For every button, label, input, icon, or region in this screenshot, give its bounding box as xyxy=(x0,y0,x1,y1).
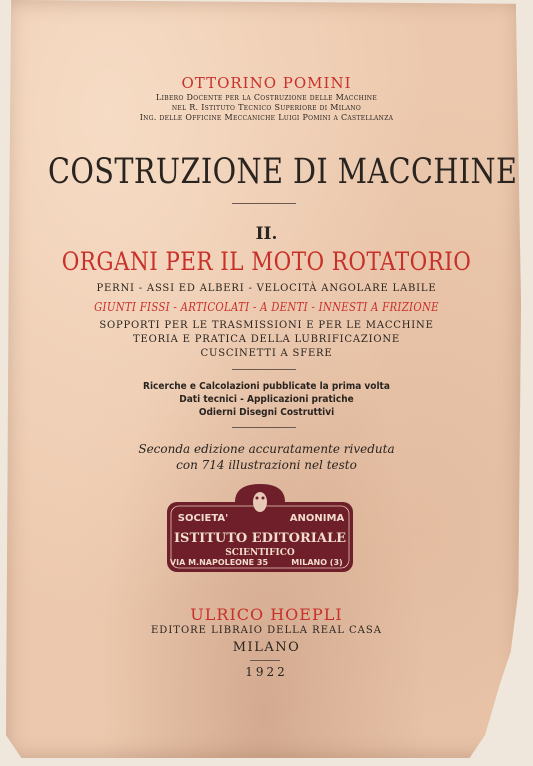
author-affiliation-1: Libero Docente per la Costruzione delle Macchine xyxy=(155,93,378,102)
book-title: COSTRUZIONE DI MACCHINE xyxy=(47,152,518,192)
title-divider xyxy=(232,203,296,204)
stamp-text-address: VIA M.NAPOLEONE 35 xyxy=(169,558,269,567)
contents-line-5: CUSCINETTI A SFERE xyxy=(200,348,333,359)
city-divider xyxy=(250,660,280,661)
publisher-stamp xyxy=(165,482,355,580)
owl-emblem-icon xyxy=(253,492,267,512)
publisher-city: MILANO xyxy=(232,640,301,655)
stamp-text-middle: SCIENTIFICO xyxy=(225,548,295,558)
research-line-2: Dati tecnici - Applicazioni pratiche xyxy=(179,394,354,405)
owl-eye-icon xyxy=(262,497,265,500)
stamp-text-right: ANONIMA xyxy=(289,513,345,524)
contents-line-1: PERNI - ASSI ED ALBERI - VELOCITÀ ANGOLARE LABILE xyxy=(96,283,437,294)
author-affiliation-2: nel R. Istituto Tecnico Superiore di Milano xyxy=(171,103,362,112)
research-line-1: Ricerche e Calcolazioni pubblicate la prima volta xyxy=(143,381,390,392)
publisher-line: EDITORE LIBRAIO DELLA REAL CASA xyxy=(151,625,382,636)
research-line-3: Odierni Disegni Costruttivi xyxy=(198,407,335,418)
research-divider xyxy=(232,427,296,428)
contents-line-3: SOPPORTI PER LE TRASMISSIONI E PER LE MACCHINE xyxy=(99,320,434,331)
edition-line-2: con 714 illustrazioni nel testo xyxy=(176,458,357,472)
publication-year: 1922 xyxy=(245,665,288,679)
owl-eye-icon xyxy=(256,497,259,500)
stamp-text-arc: ISTITUTO EDITORIALE xyxy=(173,531,347,546)
stamp-text-city: MILANO (3) xyxy=(291,558,343,567)
publisher-name: ULRICO HOEPLI xyxy=(190,605,343,624)
contents-divider xyxy=(232,369,296,370)
contents-line-4: TEORIA E PRATICA DELLA LUBRIFICAZIONE xyxy=(133,334,400,345)
edition-line-1: Seconda edizione accuratamente riveduta xyxy=(138,442,395,456)
stamp-text-left: SOCIETA' xyxy=(177,513,229,524)
contents-line-2: GIUNTI FISSI - ARTICOLATI - A DENTI - INNESTI A FRIZIONE xyxy=(94,300,439,314)
volume-number: II. xyxy=(255,224,278,244)
volume-subtitle: ORGANI PER IL MOTO ROTATORIO xyxy=(61,247,472,276)
author-affiliation-3: Ing. delle Officine Meccaniche Luigi Pomini a Castellanza xyxy=(139,113,394,122)
author-name: OTTORINO POMINI xyxy=(181,74,352,92)
